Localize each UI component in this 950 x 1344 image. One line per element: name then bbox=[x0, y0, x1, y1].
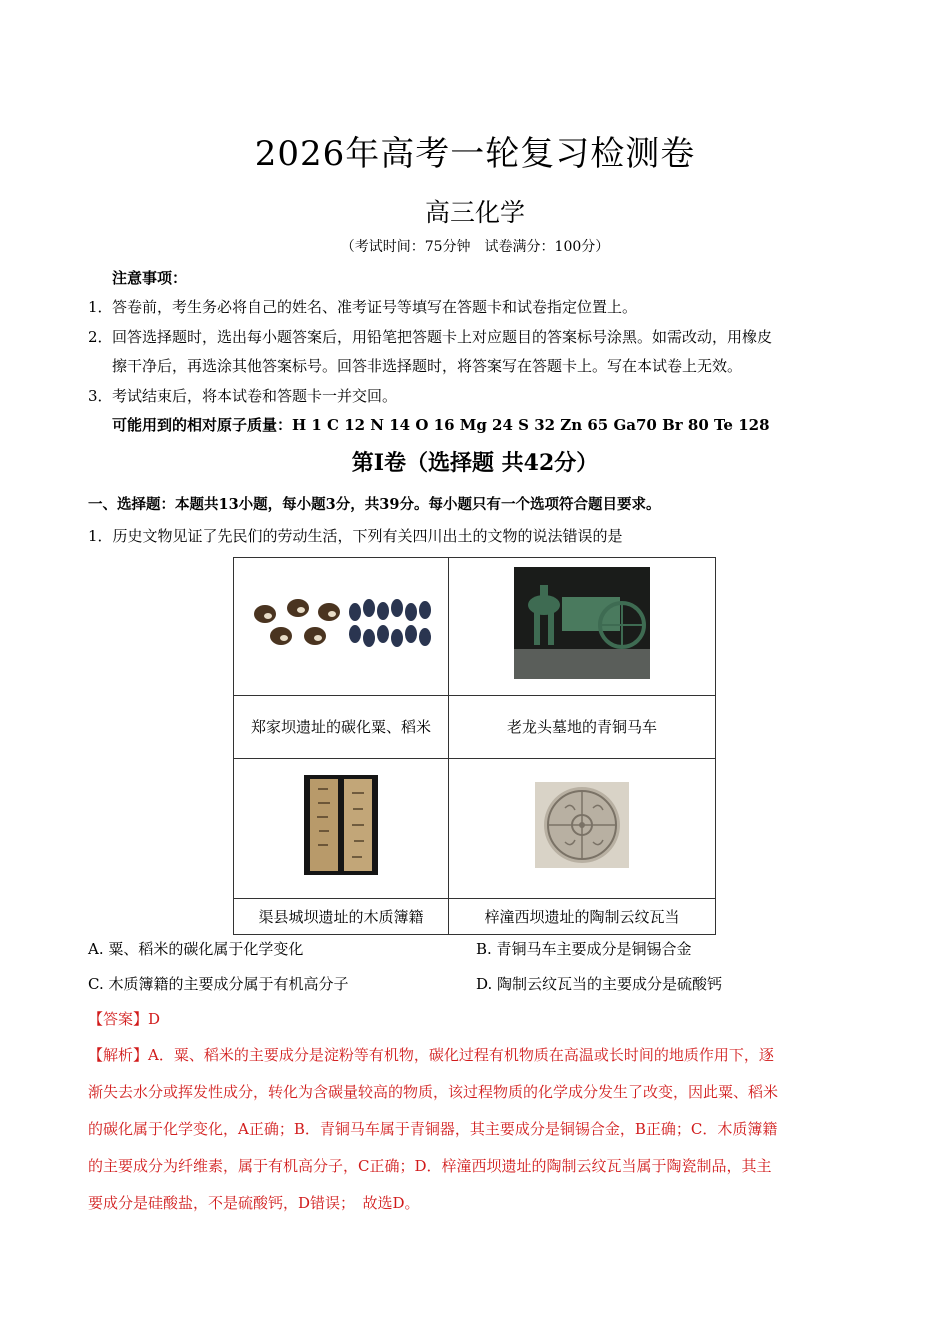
chariot-image-cell bbox=[449, 558, 716, 696]
cloud-pattern-tile-image bbox=[535, 782, 629, 868]
note-item-2-line2: 擦干净后，再选涂其他答案标号。回答非选择题时，将答案写在答题卡上。写在本试卷上无效。 bbox=[112, 357, 743, 375]
note-item-3: 考试结束后，将本试卷和答题卡一并交回。 bbox=[112, 387, 398, 405]
wooden-slips-image bbox=[304, 775, 378, 875]
bamboo-image-cell bbox=[234, 759, 449, 899]
bronze-chariot-image bbox=[514, 567, 650, 679]
carbonized-grain-image bbox=[243, 594, 439, 652]
exam-title: 2026年高考一轮复习检测卷 bbox=[254, 134, 696, 174]
caption-slips: 渠县城坝遗址的木质簿籍 bbox=[258, 907, 424, 926]
exam-time-info: （考试时间：75分钟 试卷满分：100分） bbox=[340, 239, 610, 255]
caption-cell-4 bbox=[449, 899, 716, 935]
answer-line: 【答案】D bbox=[88, 1010, 161, 1028]
caption-cell-3 bbox=[234, 899, 449, 935]
exam-subtitle: 高三化学 bbox=[424, 198, 525, 227]
note-item-2-line1: 回答选择题时，选出每小题答案后，用铅笔把答题卡上对应题目的答案标号涂黑。如需改动，用橡皮 bbox=[112, 328, 773, 346]
note-item-2-number: 2． bbox=[88, 328, 113, 346]
section-instruction: 一、选择题：本题共13小题，每小题3分，共39分。每小题只有一个选项符合题目要求。 bbox=[88, 496, 661, 513]
option-d: D. 陶制云纹瓦当的主要成分是硫酸钙 bbox=[476, 975, 723, 993]
question-1-stem: 1．历史文物见证了先民们的劳动生活，下列有关四川出土的文物的说法错误的是 bbox=[88, 527, 623, 545]
grain-image-cell bbox=[234, 558, 449, 696]
tile-image-cell bbox=[449, 759, 716, 899]
analysis-line-2: 渐失去水分或挥发性成分，转化为含碳量较高的物质，该过程物质的化学成分发生了改变，因此粟、稻米 bbox=[88, 1083, 779, 1101]
analysis-line-5: 要成分是硅酸盐，不是硫酸钙，D错误； 故选D。 bbox=[88, 1194, 420, 1212]
notes-heading: 注意事项： bbox=[112, 269, 188, 287]
note-item-3-number: 3． bbox=[88, 387, 113, 405]
option-a: A. 粟、稻米的碳化属于化学变化 bbox=[88, 940, 304, 958]
analysis-line-4: 的主要成分为纤维素，属于有机高分子，C正确；D．梓潼西坝遗址的陶制云纹瓦当属于陶瓷制品，其主 bbox=[88, 1157, 772, 1175]
note-item-1: 答卷前，考生务必将自己的姓名、准考证号等填写在答题卡和试卷指定位置上。 bbox=[112, 298, 638, 316]
option-c: C. 木质簿籍的主要成分属于有机高分子 bbox=[88, 975, 349, 993]
atomic-mass-line: 可能用到的相对原子质量：H 1 C 12 N 14 O 16 Mg 24 S 32 Zn 65 Ga70 Br 80 Te 128 bbox=[112, 416, 770, 434]
caption-tile: 梓潼西坝遗址的陶制云纹瓦当 bbox=[484, 907, 680, 926]
caption-cell-1 bbox=[234, 696, 449, 759]
caption-cell-2 bbox=[449, 696, 716, 759]
analysis-line-1: 【解析】A．粟、稻米的主要成分是淀粉等有机物，碳化过程有机物质在高温或长时间的地质作用下，逐 bbox=[88, 1046, 774, 1064]
relics-table bbox=[233, 557, 716, 935]
caption-chariot: 老龙头墓地的青铜马车 bbox=[506, 718, 657, 736]
note-item-1-number: 1． bbox=[88, 298, 113, 316]
analysis-line-3: 的碳化属于化学变化，A正确；B．青铜马车属于青铜器，其主要成分是铜锡合金，B正确；C．木质簿籍 bbox=[88, 1120, 778, 1138]
caption-grain: 郑家坝遗址的碳化粟、稻米 bbox=[250, 718, 431, 736]
option-b: B. 青铜马车主要成分是铜锡合金 bbox=[476, 940, 692, 958]
section-title: 第Ⅰ卷（选择题 共42分） bbox=[351, 450, 599, 476]
